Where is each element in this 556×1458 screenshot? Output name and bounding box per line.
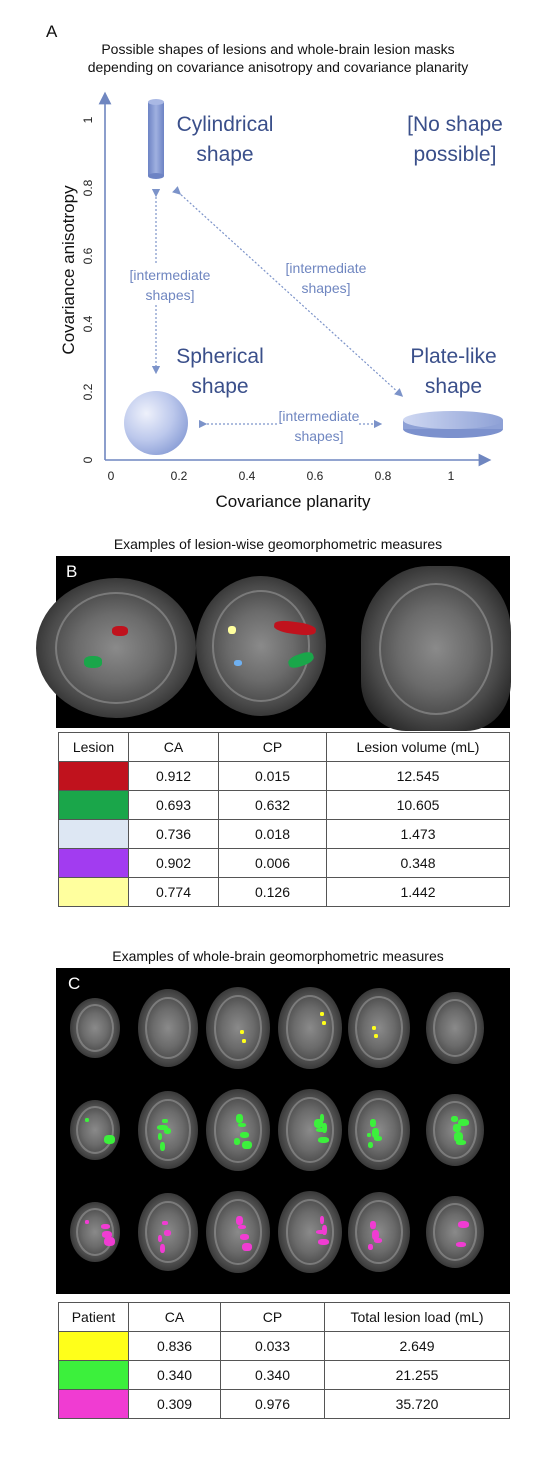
lesion-blob: [372, 1128, 379, 1138]
y-tick-label: 0.4: [81, 315, 95, 333]
header-cp: CP: [221, 1303, 325, 1332]
brain-slice: [278, 1191, 342, 1273]
brain-slice: [206, 1089, 270, 1171]
brain-slice: [278, 987, 342, 1069]
lesion-green-left: [84, 656, 102, 668]
header-ca: CA: [129, 733, 219, 762]
x-tick-label: 0.8: [374, 469, 392, 483]
brain-slice: [70, 998, 120, 1058]
lesion-blob: [320, 1216, 324, 1224]
table-row: [59, 791, 510, 820]
lesion-color-swatch: [59, 820, 129, 849]
x-tick-label: 0.6: [306, 469, 324, 483]
lesion-blob: [162, 1119, 168, 1123]
lesion-blob: [456, 1242, 466, 1247]
brain-slice: [70, 1202, 120, 1262]
lesion-blob: [102, 1231, 112, 1238]
cp-value: 0.006: [219, 849, 327, 878]
whole-brain-mri-panel: [56, 968, 510, 1294]
lesion-table: [58, 732, 510, 907]
ca-value: 0.736: [129, 820, 219, 849]
panel-c-title: Examples of whole-brain geomorphometric measures: [112, 948, 444, 964]
axial-slice-left: [36, 578, 196, 718]
header-ca: CA: [129, 1303, 221, 1332]
lesion-blob: [454, 1132, 463, 1142]
brain-slice: [206, 987, 270, 1069]
cp-value: 0.018: [219, 820, 327, 849]
lesion-blue: [234, 660, 242, 666]
lesion-blob: [367, 1133, 371, 1137]
lesion-blob: [160, 1142, 165, 1151]
lesion-color-swatch: [59, 762, 129, 791]
y-tick-label: 0: [81, 456, 95, 464]
y-tick-label: 0.8: [81, 179, 95, 197]
patient-color-swatch: [59, 1332, 129, 1361]
cp-value: 0.976: [221, 1390, 325, 1419]
plate-shape: [403, 411, 503, 438]
panel-c-letter: C: [68, 974, 81, 993]
ca-value: 0.309: [129, 1390, 221, 1419]
y-axis-label: Covariance anisotropy: [59, 185, 78, 355]
lesion-mri-panel: [56, 556, 510, 728]
panel-b-letter: B: [66, 562, 78, 581]
lesion-blob: [236, 1114, 243, 1123]
table-row: [59, 878, 510, 907]
lesion-blob: [320, 1012, 324, 1016]
volume-value: 1.442: [327, 878, 510, 907]
cp-value: 0.340: [221, 1361, 325, 1390]
lesion-blob: [372, 1026, 376, 1030]
header-total-load: Total lesion load (mL): [325, 1303, 510, 1332]
lesion-blob: [85, 1118, 89, 1122]
lesion-blob: [157, 1125, 168, 1130]
lesion-blob: [164, 1230, 171, 1236]
load-value: 35.720: [325, 1390, 510, 1419]
lesion-red-left: [112, 626, 128, 636]
lesion-table-header: [59, 733, 510, 762]
lesion-blob: [104, 1237, 115, 1246]
table-row: [59, 1332, 510, 1361]
ca-value: 0.902: [129, 849, 219, 878]
lesion-blob: [458, 1221, 469, 1228]
x-tick-label: 0: [107, 469, 115, 483]
no-shape-label: [No shape possible]: [407, 113, 503, 166]
lesion-yellow: [228, 626, 236, 634]
x-tick-label: 0.2: [170, 469, 188, 483]
brain-slice: [138, 989, 198, 1067]
ca-value: 0.774: [129, 878, 219, 907]
table-row: [59, 762, 510, 791]
y-tick-label: 0.2: [81, 383, 95, 401]
table-row: [59, 1361, 510, 1390]
brain-slice: [348, 1090, 410, 1170]
cylindrical-label: Cylindrical shape: [176, 113, 274, 166]
lesion-blob: [451, 1116, 458, 1122]
brain-slice: [348, 1192, 410, 1272]
y-tick-label: 1: [81, 116, 95, 124]
cp-value: 0.632: [219, 791, 327, 820]
header-patient: Patient: [59, 1303, 129, 1332]
brain-slice: [348, 988, 410, 1068]
patient-table: [58, 1302, 510, 1419]
lesion-blob: [162, 1221, 168, 1225]
intermediate-diagonal-label: [intermediate shapes]: [285, 260, 367, 296]
lesion-blob: [85, 1220, 89, 1224]
lesion-blob: [160, 1244, 165, 1253]
panel-a-title-line2: depending on covariance anisotropy and covariance planarity: [87, 59, 469, 75]
lesion-blob: [453, 1124, 461, 1132]
panel-a-title-line1: Possible shapes of lesions and whole-brain lesion masks: [101, 41, 455, 57]
lesion-blob: [322, 1021, 326, 1025]
cp-value: 0.126: [219, 878, 327, 907]
lesion-blob: [370, 1119, 376, 1127]
lesion-blob: [104, 1135, 115, 1144]
cp-value: 0.015: [219, 762, 327, 791]
header-cp: CP: [219, 733, 327, 762]
lesion-blob: [372, 1230, 379, 1240]
plate-label: Plate-like shape: [410, 345, 497, 398]
y-tick-label: 0.6: [81, 247, 95, 265]
panel-b-title: Examples of lesion-wise geomorphometric measures: [113, 536, 443, 552]
table-row: [59, 849, 510, 878]
brain-slice: [426, 1196, 484, 1268]
intermediate-bottom-label: [intermediate shapes]: [278, 408, 360, 444]
load-value: 21.255: [325, 1361, 510, 1390]
lesion-blob: [236, 1216, 243, 1225]
lesion-blob: [242, 1141, 252, 1149]
panel-a-letter: A: [46, 22, 58, 41]
ca-value: 0.836: [129, 1332, 221, 1361]
ca-value: 0.693: [129, 791, 219, 820]
table-row: [59, 820, 510, 849]
lesion-color-swatch: [59, 849, 129, 878]
header-volume: Lesion volume (mL): [327, 733, 510, 762]
table-row: [59, 1390, 510, 1419]
load-value: 2.649: [325, 1332, 510, 1361]
intermediate-left-label: [intermediate shapes]: [111, 265, 229, 305]
lesion-blob: [101, 1224, 110, 1229]
lesion-blob: [242, 1243, 252, 1251]
axial-slice-middle: [196, 576, 326, 716]
x-axis-label: Covariance planarity: [215, 492, 371, 511]
volume-value: 1.473: [327, 820, 510, 849]
patient-color-swatch: [59, 1390, 129, 1419]
x-tick-label: 0.4: [238, 469, 256, 483]
ca-value: 0.340: [129, 1361, 221, 1390]
volume-value: 12.545: [327, 762, 510, 791]
ca-value: 0.912: [129, 762, 219, 791]
lesion-blob: [370, 1221, 376, 1229]
cp-value: 0.033: [221, 1332, 325, 1361]
header-lesion: Lesion: [59, 733, 129, 762]
brain-slice: [426, 992, 484, 1064]
brain-slice: [206, 1191, 270, 1273]
lesion-blob: [234, 1138, 240, 1145]
patient-color-swatch: [59, 1361, 129, 1390]
sagittal-slice: [361, 566, 511, 731]
patient-table-header: [59, 1303, 510, 1332]
lesion-color-swatch: [59, 791, 129, 820]
lesion-color-swatch: [59, 878, 129, 907]
spherical-label: Spherical shape: [176, 345, 264, 398]
volume-value: 0.348: [327, 849, 510, 878]
volume-value: 10.605: [327, 791, 510, 820]
brain-slice: [278, 1089, 342, 1171]
brain-slice: [70, 1100, 120, 1160]
x-tick-label: 1: [447, 469, 455, 483]
